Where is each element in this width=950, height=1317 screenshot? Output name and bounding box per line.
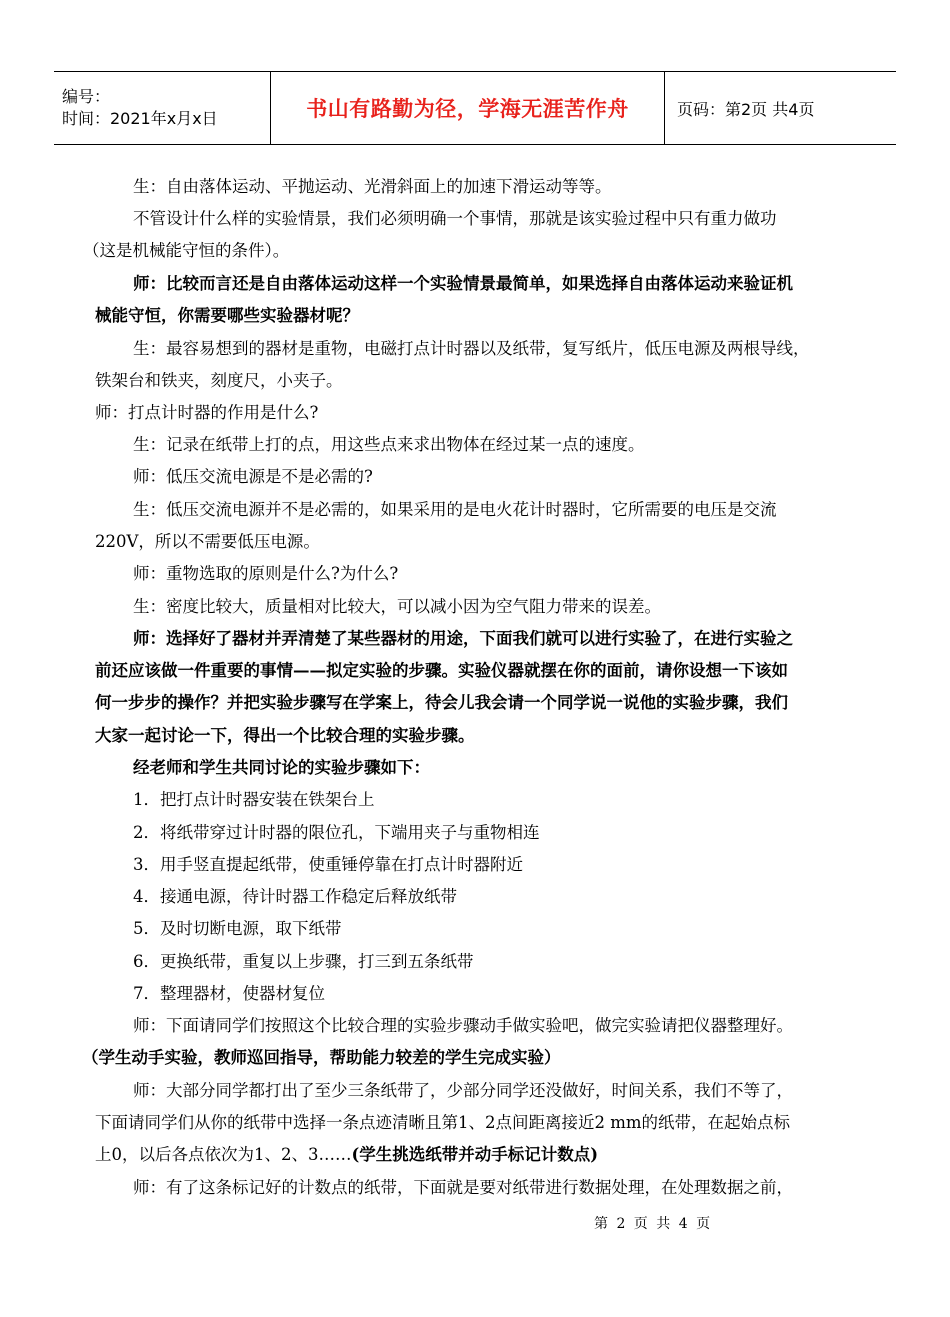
paragraph-line: 师：选择好了器材并弄清楚了某些器材的用途，下面我们就可以进行实验了，在进行实验之 [133, 629, 793, 648]
paragraph-line [95, 1144, 598, 1166]
paragraph-line: 220V，所以不需要低压电源。 [95, 532, 320, 551]
step-item: 5．及时切断电源，取下纸带 [133, 919, 342, 938]
paragraph-line: 师：大部分同学都打出了至少三条纸带了，少部分同学还没做好，时间关系，我们不等了， [133, 1081, 793, 1100]
paragraph-line: 大家一起讨论一下，得出一个比较合理的实验步骤。 [95, 726, 475, 745]
paragraph-line: 师：下面请同学们按照这个比较合理的实验步骤动手做实验吧，做完实验请把仪器整理好。 [133, 1016, 793, 1035]
paragraph-line: 师：打点计时器的作用是什么? [95, 403, 319, 422]
paragraph-line: 生：最容易想到的器材是重物，电磁打点计时器以及纸带，复写纸片，低压电源及两根导线， [133, 339, 810, 358]
paragraph-line-bold: (学生挑选纸带并动手标记计数点) [351, 1145, 599, 1164]
paragraph-line: （学生动手实验，教师巡回指导，帮助能力较差的学生完成实验） [82, 1048, 561, 1067]
document-header [54, 71, 896, 145]
page-footer: 第 2 页 共 4 页 [594, 1216, 713, 1232]
page-label: 页码：第2页 共4页 [677, 99, 815, 119]
number-label: 编号： [62, 87, 111, 106]
step-item: 4．接通电源，待计时器工作稳定后释放纸带 [133, 887, 457, 906]
paragraph-line: 不管设计什么样的实验情景，我们必须明确一个事情，那就是该实验过程中只有重力做功 [133, 209, 777, 228]
paragraph-line: 师：有了这条标记好的计数点的纸带，下面就是要对纸带进行数据处理，在处理数据之前， [133, 1178, 793, 1197]
paragraph-line: 械能守恒，你需要哪些实验器材呢？ [95, 306, 359, 325]
step-item: 7．整理器材，使器材复位 [133, 984, 325, 1003]
paragraph-line: 铁架台和铁夹，刻度尺，小夹子。 [95, 371, 343, 390]
step-item: 6．更换纸带，重复以上步骤，打三到五条纸带 [133, 952, 474, 971]
header-motto-cell [270, 72, 665, 144]
paragraph-line: 生：低压交流电源并不是必需的，如果采用的是电火花计时器时，它所需要的电压是交流 [133, 500, 777, 519]
motto: 书山有路勤为径，学海无涯苦作舟 [306, 97, 629, 121]
paragraph-line: 经老师和学生共同讨论的实验步骤如下： [133, 758, 430, 777]
paragraph-line: 生：记录在纸带上打的点，用这些点来求出物体在经过某一点的速度。 [133, 435, 645, 454]
step-item: 3．用手竖直提起纸带，使重锤停靠在打点计时器附近 [133, 855, 523, 874]
paragraph-line: 师：重物选取的原则是什么?为什么? [133, 564, 399, 583]
step-item: 1．把打点计时器安装在铁架台上 [133, 790, 375, 809]
time-label: 时间：2021年x月x日 [62, 109, 218, 128]
step-item: 2．将纸带穿过计时器的限位孔，下端用夹子与重物相连 [133, 823, 540, 842]
paragraph-line: 师：比较而言还是自由落体运动这样一个实验情景最简单，如果选择自由落体运动来验证机 [133, 274, 793, 293]
paragraph-line: 何一步步的操作？并把实验步骤写在学案上，待会儿我会请一个同学说一说他的实验步骤，我们 [95, 693, 788, 712]
paragraph-line: 师：低压交流电源是不是必需的? [133, 467, 373, 486]
paragraph-line: 下面请同学们从你的纸带中选择一条点迹清晰且第1、2点间距离接近2 mm的纸带，在起始点标 [95, 1113, 791, 1132]
header-page-cell [665, 72, 896, 144]
paragraph-line: 生：自由落体运动、平抛运动、光滑斜面上的加速下滑运动等等。 [133, 177, 612, 196]
header-info [54, 72, 270, 144]
paragraph-line-text: 上0，以后各点依次为1、2、3…… [95, 1145, 352, 1164]
paragraph-line: （这是机械能守恒的条件）。 [83, 241, 290, 260]
paragraph-line: 生：密度比较大，质量相对比较大，可以减小因为空气阻力带来的误差。 [133, 597, 661, 616]
paragraph-line: 前还应该做一件重要的事情——拟定实验的步骤。实验仪器就摆在你的面前，请你设想一下该如 [95, 661, 788, 680]
